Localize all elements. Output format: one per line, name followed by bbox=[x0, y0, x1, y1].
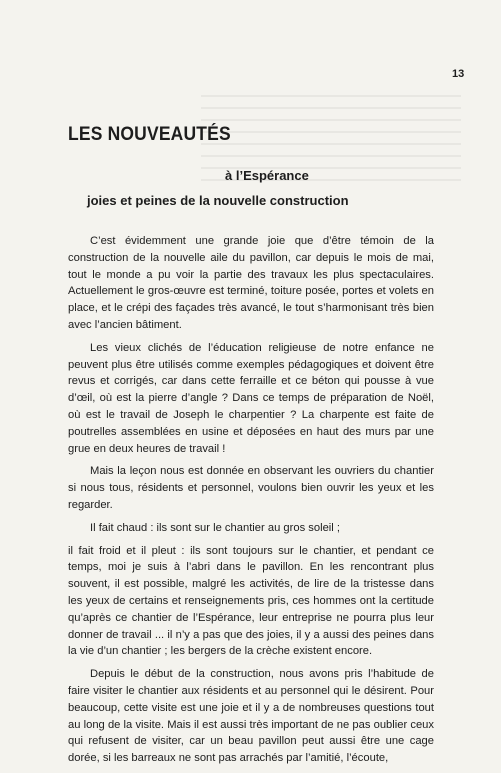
section-title: LES NOUVEAUTÉS bbox=[68, 124, 231, 145]
article-body bbox=[68, 233, 434, 773]
article-subtitle-location: à l’Espérance bbox=[225, 168, 309, 183]
paragraph: Depuis le début de la construction, nous avons pris l’habitude de faire visiter le chantier aux résidents et au personnel qui le désirent. Pour beaucoup, cette visite est une joie et il y a de nombreuses questions tout au long de la visite. Mais il est aussi très important de ne pas oublier ceux qui refusent de visiter, car un beau pavillon peut aussi être une cage dorée, si les barreaux ne sont pas arrachés par l’amitié, l’écoute, bbox=[68, 668, 434, 765]
paragraph: Mais la leçon nous est donnée en observant les ouvriers du chantier si nous tous, résidents et personnel, voulons bien ouvrir les yeux et les regarder. bbox=[68, 465, 434, 511]
page-number: 13 bbox=[452, 68, 465, 80]
paragraph: C’est évidemment une grande joie que d’être témoin de la construction de la nouvelle aile du pavillon, car depuis le mois de mai, tout le monde a pu voir la partie des travaux les plus spectaculaires. Actuellement le gros-œuvre est terminé, toiture posée, portes et volets en place, et le crépi des façades très avancé, le tout s’harmonisant très bien avec l’ancien bâtiment. bbox=[68, 235, 434, 331]
paragraph: il fait froid et il pleut : ils sont toujours sur le chantier, et pendant ce temps, moi je suis à l’abri dans le pavillon. En les rencontrant plus souvent, il est possible, malgré les activités, de lire de la tristesse dans les yeux de certains et renseignements pris, ces hommes ont la certitude qu’après ce chantier de l’Espérance, leur entreprise ne pourra plus leur donner de travail ... il n’y a pas que des joies, il y a aussi des peines dans la vie d’un chantier ; les bergers de la crèche existent encore. bbox=[68, 544, 434, 658]
paragraph: Il fait chaud : ils sont sur le chantier au gros soleil ; bbox=[90, 521, 340, 534]
paragraph: Les vieux clichés de l’éducation religieuse de notre enfance ne peuvent plus être utilisés comme exemples pédagogiques et doivent être revus et corrigés, car dans cette ferraille et ce béton qui pousse à vue d’œil, où est la pierre d’angle ? Dans ce temps de préparation de Noël, où est le travail de Joseph le charpentier ? La charpente est faite de poutrelles assemblées en usine et déposées en haut des murs par une grue en deux heures de travail ! bbox=[68, 341, 434, 455]
article-title: joies et peines de la nouvelle construction bbox=[87, 193, 349, 208]
